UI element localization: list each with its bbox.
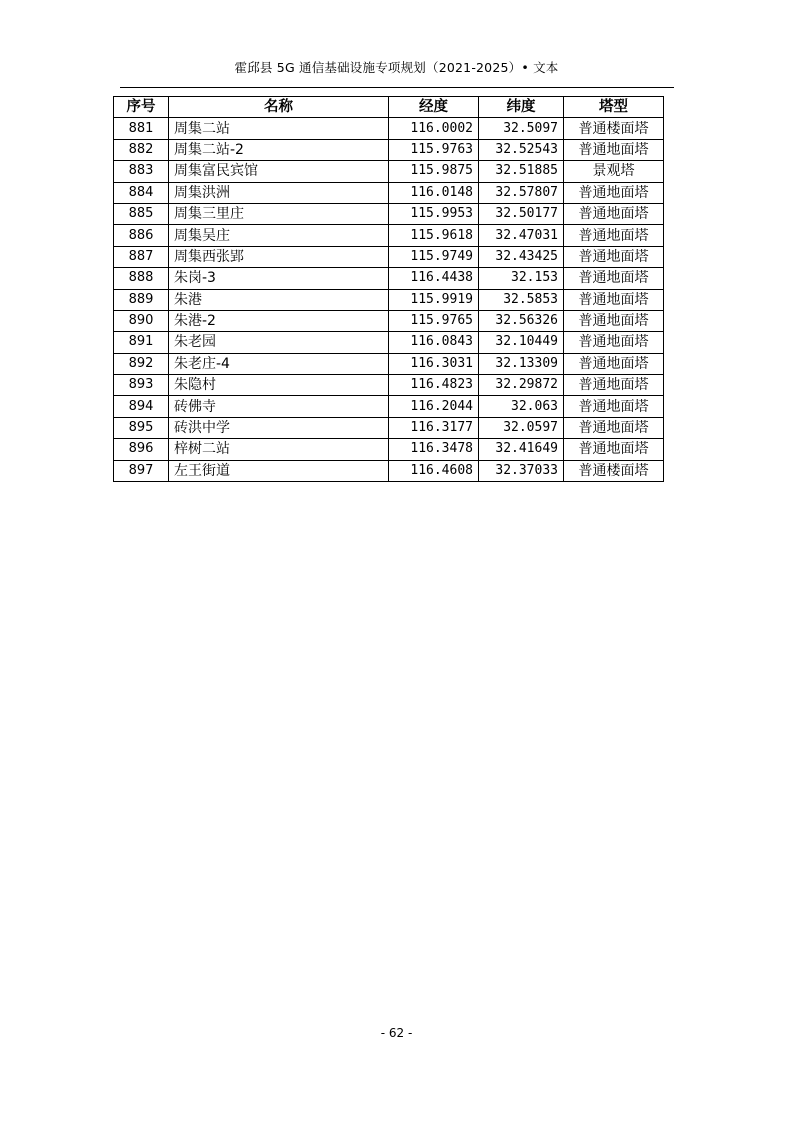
cell-longitude: 116.2044 (389, 396, 479, 417)
table-row (114, 332, 664, 353)
table-row (114, 182, 664, 203)
cell-index: 892 (114, 353, 169, 374)
cell-name: 朱老庄-4 (169, 353, 389, 374)
table-row (114, 118, 664, 139)
cell-index: 889 (114, 289, 169, 310)
table-row (114, 139, 664, 160)
cell-tower-type: 普通地面塔 (564, 353, 664, 374)
cell-tower-type: 普通地面塔 (564, 182, 664, 203)
cell-name: 周集洪洲 (169, 182, 389, 203)
cell-longitude: 116.4438 (389, 268, 479, 289)
cell-tower-type: 普通地面塔 (564, 439, 664, 460)
column-header-tower-type: 塔型 (564, 97, 664, 118)
cell-name: 砖洪中学 (169, 417, 389, 438)
table-row (114, 375, 664, 396)
table-row (114, 246, 664, 267)
cell-latitude: 32.5097 (479, 118, 564, 139)
cell-index: 897 (114, 460, 169, 481)
cell-longitude: 116.0843 (389, 332, 479, 353)
cell-latitude: 32.5853 (479, 289, 564, 310)
cell-latitude: 32.29872 (479, 375, 564, 396)
table-row (114, 161, 664, 182)
cell-latitude: 32.56326 (479, 310, 564, 331)
cell-name: 左王街道 (169, 460, 389, 481)
cell-index: 896 (114, 439, 169, 460)
cell-tower-type: 普通地面塔 (564, 139, 664, 160)
column-header-index: 序号 (114, 97, 169, 118)
cell-latitude: 32.13309 (479, 353, 564, 374)
cell-longitude: 116.0002 (389, 118, 479, 139)
table-row (114, 310, 664, 331)
cell-name: 周集二站 (169, 118, 389, 139)
cell-longitude: 115.9919 (389, 289, 479, 310)
cell-index: 895 (114, 417, 169, 438)
cell-longitude: 116.3177 (389, 417, 479, 438)
cell-tower-type: 普通地面塔 (564, 310, 664, 331)
cell-tower-type: 普通地面塔 (564, 225, 664, 246)
cell-latitude: 32.153 (479, 268, 564, 289)
cell-longitude: 115.9765 (389, 310, 479, 331)
cell-latitude: 32.063 (479, 396, 564, 417)
cell-tower-type: 普通地面塔 (564, 289, 664, 310)
cell-index: 881 (114, 118, 169, 139)
cell-name: 砖佛寺 (169, 396, 389, 417)
cell-latitude: 32.52543 (479, 139, 564, 160)
table-row (114, 289, 664, 310)
cell-name: 周集二站-2 (169, 139, 389, 160)
table-row (114, 203, 664, 224)
cell-name: 周集富民宾馆 (169, 161, 389, 182)
page-number: - 62 - (380, 1026, 413, 1040)
cell-tower-type: 普通地面塔 (564, 417, 664, 438)
cell-tower-type: 普通地面塔 (564, 375, 664, 396)
cell-latitude: 32.47031 (479, 225, 564, 246)
table-row (114, 417, 664, 438)
cell-index: 883 (114, 161, 169, 182)
table-body (114, 118, 664, 482)
cell-tower-type: 景观塔 (564, 161, 664, 182)
cell-longitude: 115.9763 (389, 139, 479, 160)
cell-latitude: 32.57807 (479, 182, 564, 203)
cell-tower-type: 普通楼面塔 (564, 118, 664, 139)
table-header-row (114, 97, 664, 118)
column-header-name: 名称 (169, 97, 389, 118)
cell-longitude: 115.9953 (389, 203, 479, 224)
cell-tower-type: 普通楼面塔 (564, 460, 664, 481)
cell-tower-type: 普通地面塔 (564, 203, 664, 224)
cell-name: 朱港 (169, 289, 389, 310)
cell-index: 884 (114, 182, 169, 203)
cell-index: 886 (114, 225, 169, 246)
cell-name: 周集三里庄 (169, 203, 389, 224)
cell-name: 梓树二站 (169, 439, 389, 460)
cell-latitude: 32.0597 (479, 417, 564, 438)
cell-longitude: 116.4608 (389, 460, 479, 481)
cell-latitude: 32.41649 (479, 439, 564, 460)
cell-index: 893 (114, 375, 169, 396)
cell-name: 朱港-2 (169, 310, 389, 331)
cell-name: 朱岗-3 (169, 268, 389, 289)
cell-longitude: 116.0148 (389, 182, 479, 203)
table-row (114, 439, 664, 460)
cell-name: 周集西张郢 (169, 246, 389, 267)
cell-tower-type: 普通地面塔 (564, 268, 664, 289)
table-row (114, 396, 664, 417)
cell-tower-type: 普通地面塔 (564, 332, 664, 353)
cell-name: 朱隐村 (169, 375, 389, 396)
table-row (114, 268, 664, 289)
cell-name: 朱老园 (169, 332, 389, 353)
cell-tower-type: 普通地面塔 (564, 246, 664, 267)
cell-index: 882 (114, 139, 169, 160)
cell-longitude: 116.4823 (389, 375, 479, 396)
cell-longitude: 116.3478 (389, 439, 479, 460)
cell-tower-type: 普通地面塔 (564, 396, 664, 417)
cell-latitude: 32.50177 (479, 203, 564, 224)
base-station-table (113, 96, 664, 482)
cell-latitude: 32.51885 (479, 161, 564, 182)
table-row (114, 460, 664, 481)
cell-index: 894 (114, 396, 169, 417)
cell-longitude: 115.9749 (389, 246, 479, 267)
cell-index: 890 (114, 310, 169, 331)
cell-longitude: 115.9618 (389, 225, 479, 246)
cell-index: 891 (114, 332, 169, 353)
cell-longitude: 116.3031 (389, 353, 479, 374)
cell-latitude: 32.43425 (479, 246, 564, 267)
table-row (114, 225, 664, 246)
cell-latitude: 32.37033 (479, 460, 564, 481)
cell-index: 887 (114, 246, 169, 267)
table-row (114, 353, 664, 374)
cell-index: 888 (114, 268, 169, 289)
page-header-title: 霍邱县 5G 通信基础设施专项规划（2021-2025）• 文本 (234, 60, 559, 75)
cell-longitude: 115.9875 (389, 161, 479, 182)
column-header-latitude: 纬度 (479, 97, 564, 118)
cell-name: 周集吴庄 (169, 225, 389, 246)
cell-index: 885 (114, 203, 169, 224)
header-divider (120, 87, 674, 88)
column-header-longitude: 经度 (389, 97, 479, 118)
cell-latitude: 32.10449 (479, 332, 564, 353)
